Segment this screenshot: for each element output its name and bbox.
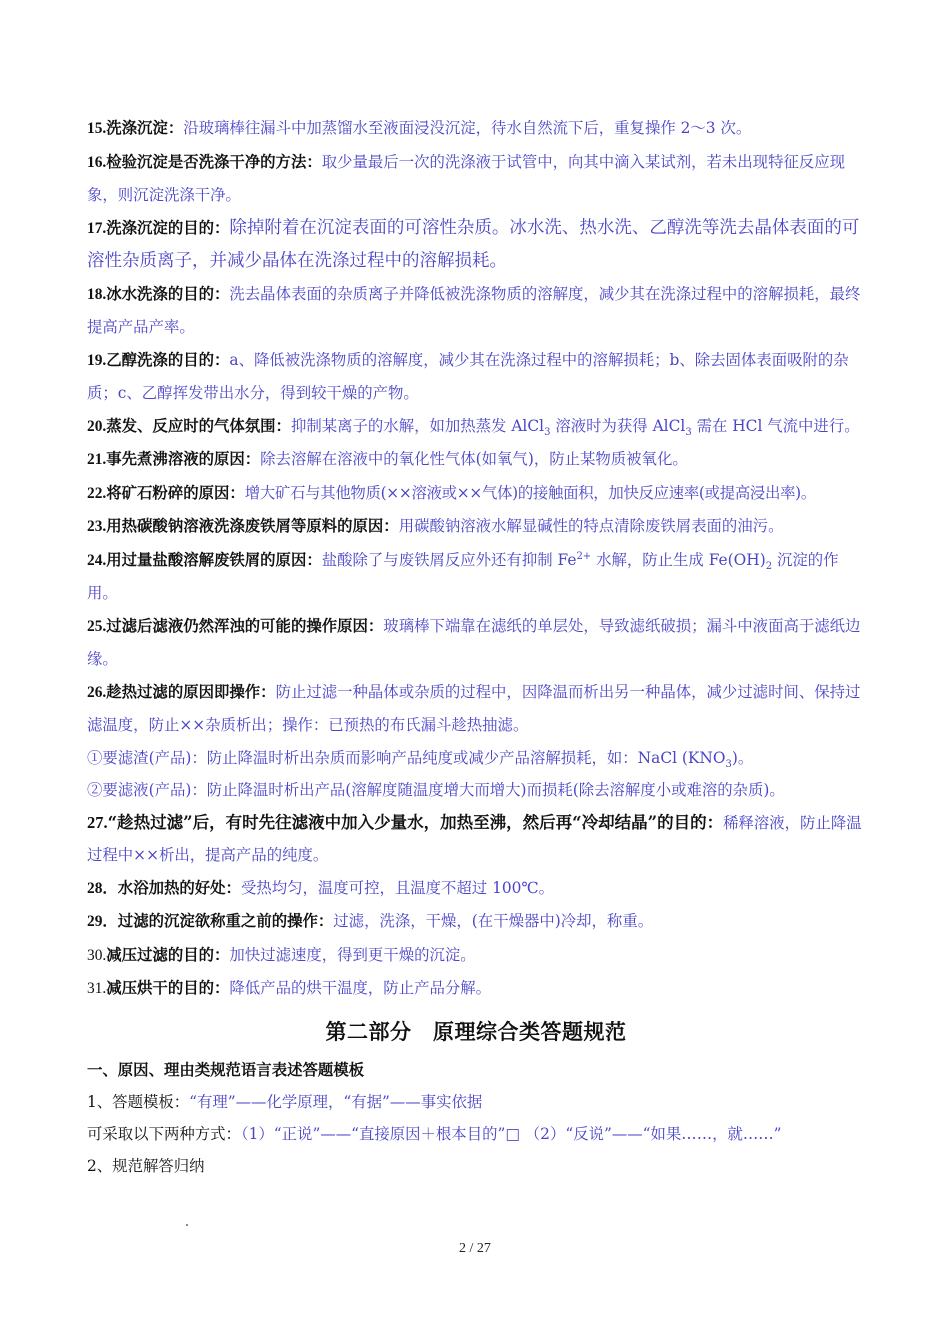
item-21-text: 除去溶解在溶液中的氧化性气体(如氧气)，防止某物质被氧化。 (260, 450, 688, 468)
item-26-sub-2: ②要滤液(产品)：防止降温时析出产品(溶解度随温度增大而增大)而损耗(除去溶解度小或难溶的杂质)。 (87, 781, 785, 799)
page-number: 2 / 27 (459, 1241, 491, 1256)
item-23-text: 用碳酸钠溶液水解显碱性的特点清除废铁屑表面的油污。 (398, 517, 784, 535)
item-31 (87, 972, 865, 1006)
item-31-text: 降低产品的烘干温度，防止产品分解。 (229, 979, 492, 997)
item-15-text: 沿玻璃棒往漏斗中加蒸馏水至液面浸没沉淀，待水自然流下后，重复操作 2～3 次。 (183, 119, 752, 137)
item-29 (87, 905, 865, 939)
item-29-text: 过滤，洗涤，干燥，(在干燥器中)冷却，称重。 (333, 912, 654, 930)
item-19 (87, 344, 865, 410)
item-28 (87, 872, 865, 906)
item-23-label: 23.用热碳酸钠溶液洗涤废铁屑等原料的原因： (87, 517, 399, 535)
item-19-label: 19.乙醇洗涤的目的： (87, 350, 230, 369)
item-30-text: 加快过滤速度，得到更干燥的沉淀。 (229, 945, 476, 964)
two-methods-line: 可采取以下两种方式：（1）“正说”——“直接原因＋根本目的”□ （2）“反说”——“如果……，就……” (87, 1124, 782, 1143)
item-26-sub-1: ①要滤渣(产品)：防止降温时析出杂质而影响产品纯度或减少产品溶解损耗，如：NaCl $(KNO_3)$。 (87, 748, 754, 770)
sub-heading: 一、原因、理由类规范语言表述答题模板 (87, 1060, 365, 1079)
item-25-label: 25.过滤后滤液仍然浑浊的可能的操作原因： (87, 616, 384, 635)
item-30-label: 30.减压过滤的目的： (87, 945, 230, 964)
item-22-text: 增大矿石与其他物质(××溶液或××气体)的接触面积，加快反应速率(或提高浸出率)。 (244, 483, 816, 502)
item-18-text: 洗去晶体表面的杂质离子并降低被洗涤物质的溶解度，减少其在洗涤过程中的溶解损耗，最终提高产品产率。 (87, 284, 861, 336)
document-body (87, 112, 865, 1182)
item-29-label: 29．过滤的沉淀欲称重之前的操作： (87, 912, 334, 930)
item-22 (87, 477, 865, 511)
item-15 (87, 112, 865, 146)
item-22-label: 22.将矿石粉碎的原因： (87, 483, 245, 502)
item-15-label: 15.洗涤沉淀： (87, 119, 184, 137)
item-21 (87, 443, 865, 477)
item-24-label: 24.用过量盐酸溶解废铁屑的原因： (87, 550, 322, 569)
item-16-text: 取少量最后一次的洗涤液于试管中，向其中滴入某试剂，若未出现特征反应现象，则沉淀洗涤干净。 (87, 152, 846, 204)
item-18-label: 18.冰水洗涤的目的： (87, 284, 230, 303)
item-27-text: 稀释溶液，防止降温过程中××析出，提高产品的纯度。 (87, 813, 862, 864)
item-17-label: 17.洗涤沉淀的目的： (87, 218, 230, 237)
item-18 (87, 278, 865, 344)
item-25-text: 玻璃棒下端靠在滤纸的单层处，导致滤纸破损；漏斗中液面高于滤纸边缘。 (87, 616, 861, 668)
item-25 (87, 610, 865, 676)
item-20 (87, 410, 865, 444)
answer-template-line: 1、答题模板：“有理”——化学原理，“有据”——事实依据 (87, 1092, 483, 1111)
item-16-label: 16.检验沉淀是否洗涤干净的方法： (87, 152, 322, 171)
item-21-label: 21.事先煮沸溶液的原因： (87, 450, 261, 468)
item-28-label: 28．水浴加热的好处： (87, 878, 241, 897)
item-28-text: 受热均匀，温度可控，且温度不超过 100℃。 (240, 878, 555, 897)
summary-heading: 2、规范解答归纳 (87, 1156, 205, 1175)
item-17-text: 除掉附着在沉淀表面的可溶性杂质。冰水洗、热水洗、乙醇洗等洗去晶体表面的可溶性杂质离子，并减少晶体在洗涤过程中的溶解损耗。 (87, 217, 860, 271)
item-24 (87, 544, 865, 610)
item-26 (87, 676, 865, 742)
item-20-text: 抑制某离子的水解，如加热蒸发 AlCl$_3$ 溶液时为获得 AlCl$_3$ 需在 HCl 气流中进行。 (290, 416, 860, 438)
item-26-text: 防止过滤一种晶体或杂质的过程中，因降温而析出另一种晶体，减少过滤时间、保持过滤温度，防止××杂质析出；操作：已预热的布氏漏斗趁热抽滤。 (87, 682, 861, 734)
item-19-text: a、降低被洗涤物质的溶解度，减少其在洗涤过程中的溶解损耗；b、除去固体表面吸附的杂质；c、乙醇挥发带出水分，得到较干燥的产物。 (87, 350, 849, 402)
section-title: 第二部分 原理综合类答题规范 (325, 1018, 627, 1044)
item-16 (87, 146, 865, 212)
item-20-label: 20.蒸发、反应时的气体氛围： (87, 416, 291, 435)
stray-mark (186, 1224, 188, 1226)
item-30 (87, 939, 865, 973)
item-31-label: 31.减压烘干的目的： (87, 979, 230, 997)
item-17 (87, 212, 865, 278)
item-26-label: 26.趁热过滤的原因即操作： (87, 682, 276, 701)
item-27 (87, 807, 865, 872)
item-23 (87, 510, 865, 544)
item-24-text: 盐酸除了与废铁屑反应外还有抑制 $Fe^{2+}$ 水解，防止生成 $Fe(OH)_2$ 沉淀的作用。 (87, 550, 839, 602)
item-27-label: 27.“趁热过滤”后，有时先往滤液中加入少量水，加热至沸，然后再“冷却结晶”的目的： (87, 812, 724, 832)
